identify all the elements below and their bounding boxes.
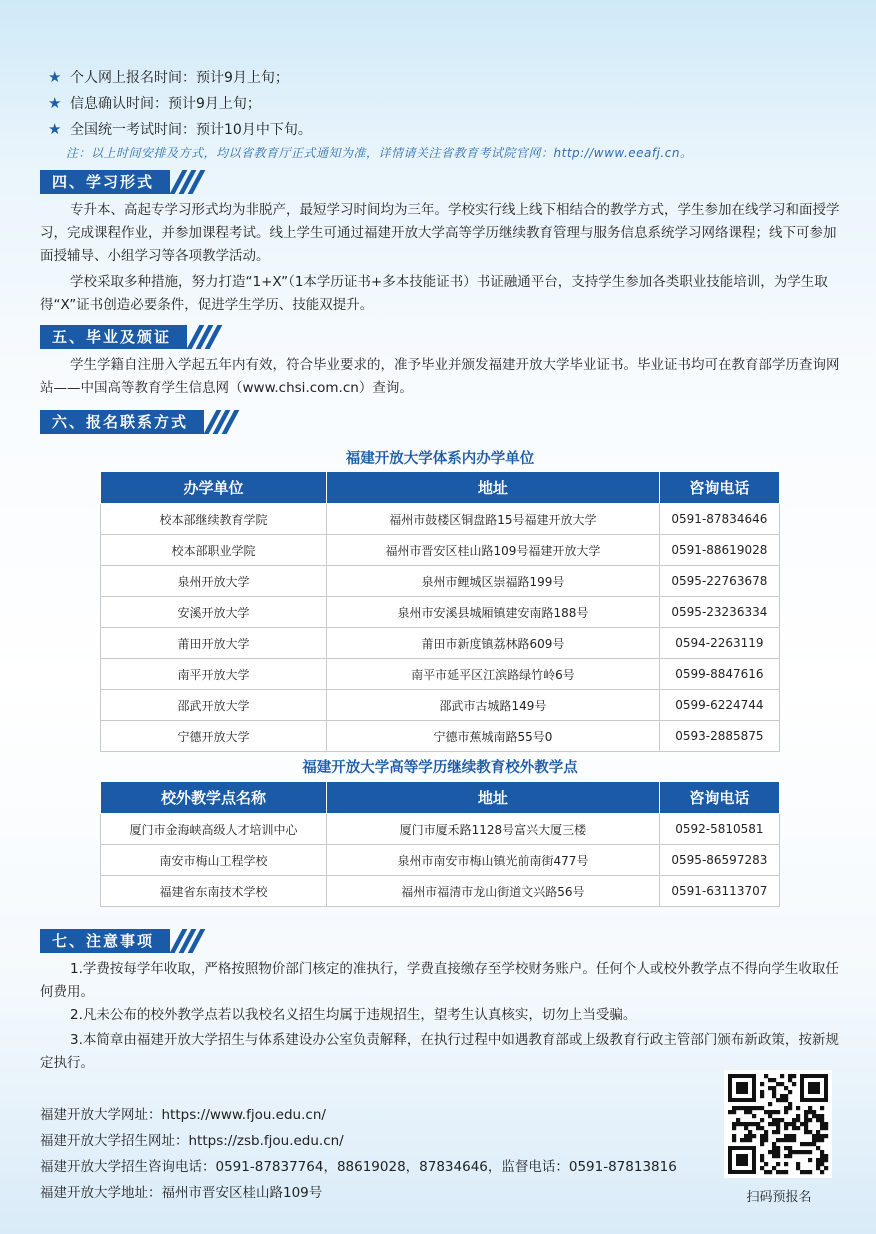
section-title: 七、注意事项 [40, 929, 170, 953]
offsite-table [100, 781, 780, 907]
schedule-list [48, 64, 848, 161]
table-row [101, 690, 780, 721]
table-row [101, 721, 780, 752]
section-header-study-form [40, 170, 199, 194]
slash-decoration [206, 410, 233, 434]
schedule-item [48, 116, 848, 142]
table-cell: 校本部继续教育学院 [101, 504, 327, 535]
table-cell: 0595-22763678 [659, 566, 779, 597]
table-row [101, 876, 780, 907]
table-header-row [101, 782, 780, 814]
table-cell: 南平开放大学 [101, 659, 327, 690]
slash-decoration [172, 929, 199, 953]
table-cell: 莆田开放大学 [101, 628, 327, 659]
table-cell: 福州市鼓楼区铜盘路15号福建开放大学 [327, 504, 660, 535]
section-header-notes [40, 929, 199, 953]
table-row [101, 659, 780, 690]
table-cell: 校本部职业学院 [101, 535, 327, 566]
table-row [101, 597, 780, 628]
paragraph: 学生学籍自注册入学起五年内有效，符合毕业要求的，准予毕业并颁发福建开放大学毕业证书。毕业证书均可在教育部学历查询网站——中国高等教育学生信息网（www.chsi.com.cn）查询。 [40, 357, 840, 396]
table-cell: 0594-2263119 [659, 628, 779, 659]
table-row [101, 504, 780, 535]
schedule-item [48, 90, 848, 116]
table-cell: 邵武市古城路149号 [327, 690, 660, 721]
table-cell: 泉州开放大学 [101, 566, 327, 597]
schedule-text: 个人网上报名时间：预计9月上旬； [70, 70, 289, 86]
table-cell: 福州市福清市龙山街道文兴路56号 [327, 876, 660, 907]
section-header-contact [40, 410, 233, 434]
table-cell: 宁德开放大学 [101, 721, 327, 752]
table-cell: 福建省东南技术学校 [101, 876, 327, 907]
table-cell: 0591-88619028 [659, 535, 779, 566]
column-header: 地址 [327, 782, 660, 814]
column-header: 办学单位 [101, 472, 327, 504]
table-cell: 0591-87834646 [659, 504, 779, 535]
phone-info: 福建开放大学招生咨询电话：0591-87837764，88619028，87834646，监督电话：0591-87813816 [40, 1159, 677, 1175]
column-header: 地址 [327, 472, 660, 504]
paragraph: 1.学费按每学年收取，严格按照物价部门核定的准执行，学费直接缴存至学校财务账户。任何个人或校外教学点不得向学生收取任何费用。 [40, 961, 839, 1000]
table-cell: 福州市晋安区桂山路109号福建开放大学 [327, 535, 660, 566]
table-cell: 0591-63113707 [659, 876, 779, 907]
table-cell: 0593-2885875 [659, 721, 779, 752]
qr-label: 扫码预报名 [746, 1190, 812, 1205]
paragraph: 2.凡未公布的校外教学点若以我校名义招生均属于违规招生，望考生认真核实，切勿上当受骗。 [70, 1007, 637, 1023]
table-cell: 南平市延平区江滨路绿竹岭6号 [327, 659, 660, 690]
table-cell: 0592-5810581 [659, 814, 779, 845]
table-title: 福建开放大学高等学历继续教育校外教学点 [302, 760, 578, 776]
paragraph: 3.本简章由福建开放大学招生与体系建设办公室负责解释，在执行过程中如遇教育部或上级教育行政主管部门颁布新政策，按新规定执行。 [40, 1032, 839, 1071]
table-row [101, 566, 780, 597]
table-cell: 泉州市南安市梅山镇光前南街477号 [327, 845, 660, 876]
footer-info [40, 1102, 677, 1206]
table-cell: 0595-86597283 [659, 845, 779, 876]
table-row [101, 814, 780, 845]
table-cell: 泉州市安溪县城厢镇建安南路188号 [327, 597, 660, 628]
qr-code-icon[interactable] [724, 1070, 832, 1178]
column-header: 校外教学点名称 [101, 782, 327, 814]
slash-decoration [189, 325, 216, 349]
table-row [101, 628, 780, 659]
paragraph: 专升本、高起专学习形式均为非脱产，最短学习时间均为三年。学校实行线上线下相结合的教学方式，学生参加在线学习和面授学习，完成课程作业，并参加课程考试。线上学生可通过福建开放大学高等学历继续教育管理与服务信息系统学习网络课程；线下可参加面授辅导、小组学习等各项教学活动。 [40, 202, 840, 264]
column-header: 咨询电话 [659, 472, 779, 504]
table-cell: 莆田市新度镇荔林路609号 [327, 628, 660, 659]
website-link[interactable]: 福建开放大学网址：https://www.fjou.edu.cn/ [40, 1107, 326, 1123]
table-row [101, 535, 780, 566]
address-info: 福建开放大学地址：福州市晋安区桂山路109号 [40, 1185, 323, 1201]
table-row [101, 845, 780, 876]
schedule-text: 信息确认时间：预计9月上旬； [70, 96, 261, 112]
section-header-graduation [40, 325, 216, 349]
schedule-item [48, 64, 848, 90]
section-title: 四、学习形式 [40, 170, 170, 194]
table-cell: 厦门市金海峡高级人才培训中心 [101, 814, 327, 845]
section-title: 六、报名联系方式 [40, 410, 204, 434]
table-cell: 邵武开放大学 [101, 690, 327, 721]
star-icon: ★ [48, 68, 62, 86]
star-icon: ★ [48, 120, 62, 138]
table-cell: 南安市梅山工程学校 [101, 845, 327, 876]
table-cell: 厦门市厦禾路1128号富兴大厦三楼 [327, 814, 660, 845]
admission-website-link[interactable]: 福建开放大学招生网址：https://zsb.fjou.edu.cn/ [40, 1133, 344, 1149]
table-cell: 宁德市蕉城南路55号0 [327, 721, 660, 752]
table-cell: 安溪开放大学 [101, 597, 327, 628]
section-title: 五、毕业及颁证 [40, 325, 187, 349]
units-table [100, 471, 780, 752]
schedule-note: 注：以上时间安排及方式，均以省教育厅正式通知为准，详情请关注省教育考试院官网：http://www.eeafj.cn。 [66, 146, 693, 160]
table-cell: 0599-8847616 [659, 659, 779, 690]
schedule-text: 全国统一考试时间：预计10月中下旬。 [70, 122, 312, 138]
column-header: 咨询电话 [659, 782, 779, 814]
slash-decoration [172, 170, 199, 194]
star-icon: ★ [48, 94, 62, 112]
table-title: 福建开放大学体系内办学单位 [345, 451, 535, 467]
paragraph: 学校采取多种措施，努力打造“1+X”（1本学历证书+多本技能证书）书证融通平台，支持学生参加各类职业技能培训，为学生取得“X”证书创造必要条件，促进学生学历、技能双提升。 [40, 274, 828, 313]
table-cell: 0599-6224744 [659, 690, 779, 721]
table-cell: 泉州市鲤城区崇福路199号 [327, 566, 660, 597]
table-cell: 0595-23236334 [659, 597, 779, 628]
table-header-row [101, 472, 780, 504]
